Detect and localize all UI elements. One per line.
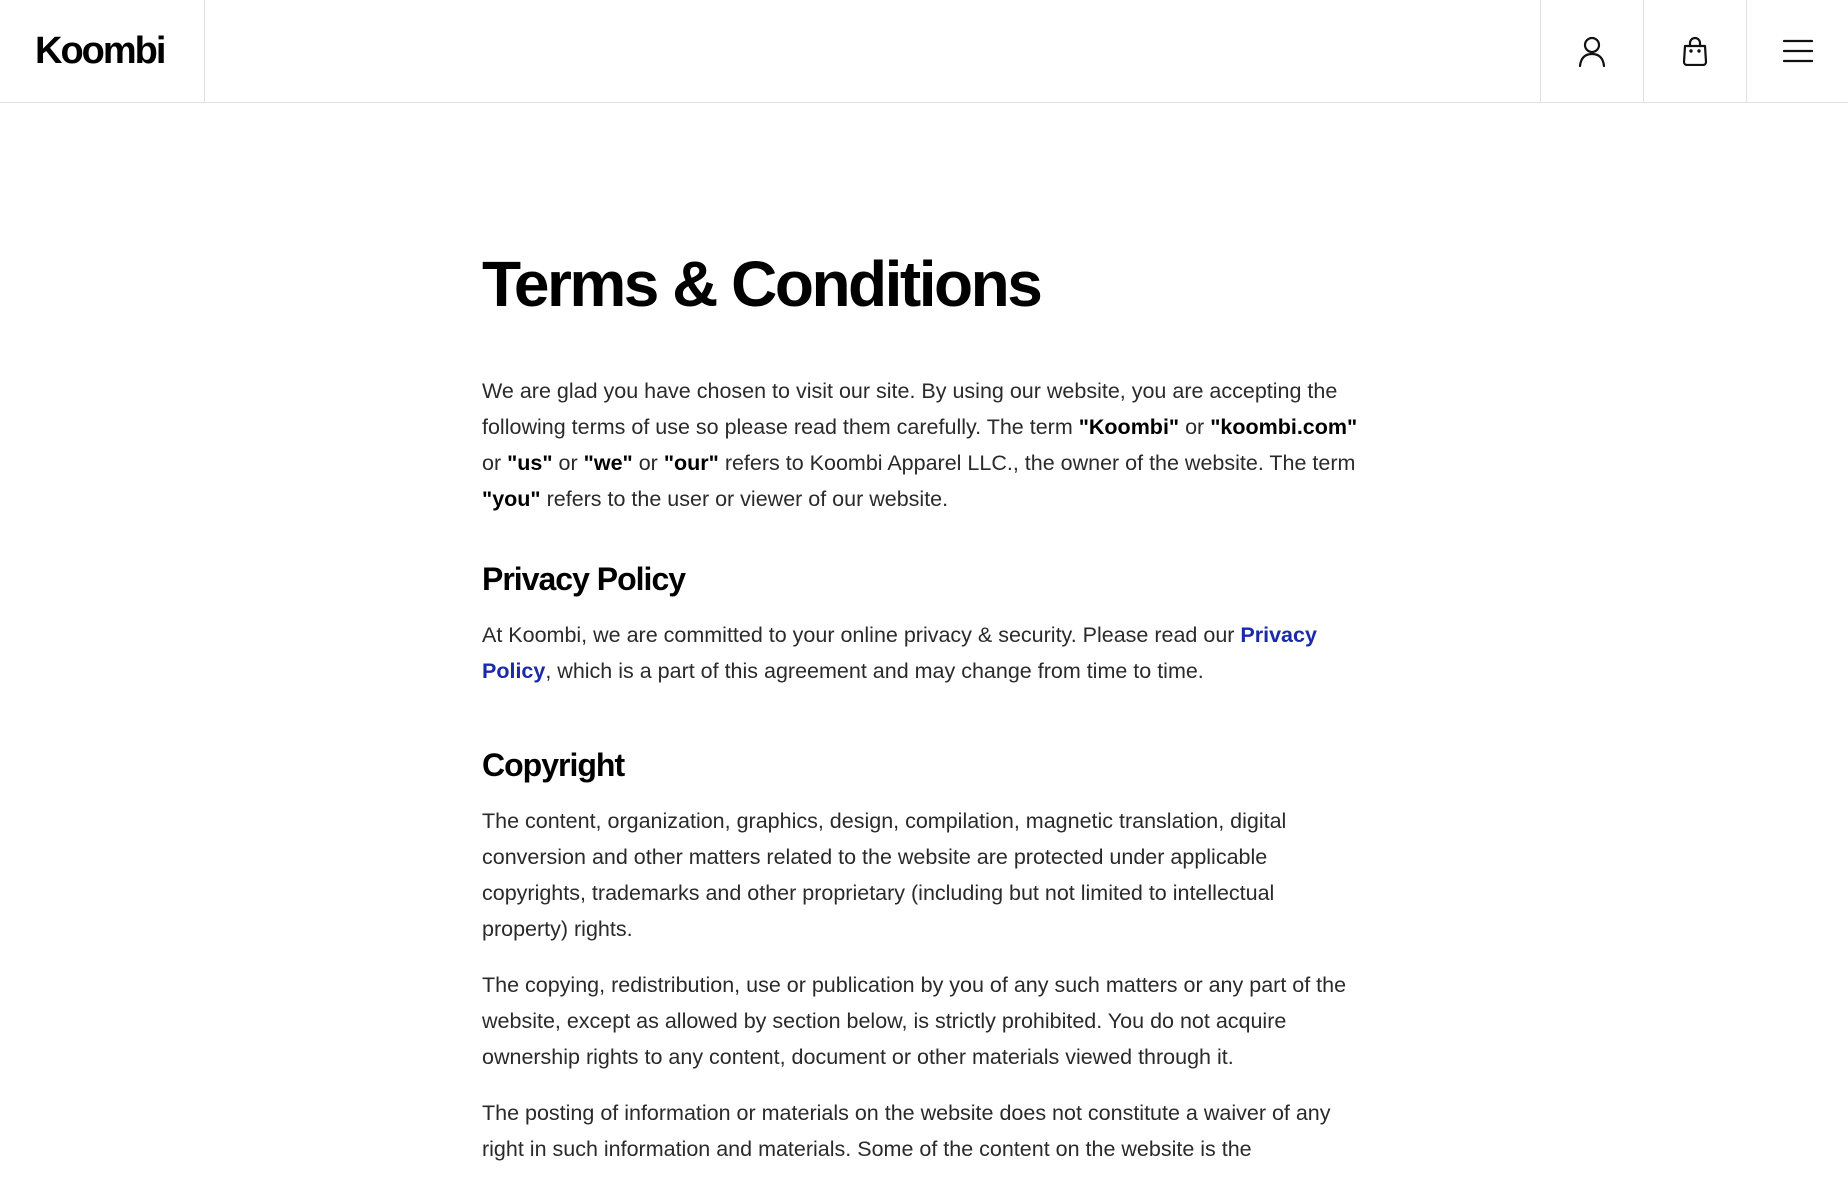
terms-content <box>482 243 1362 1187</box>
account-icon <box>1578 35 1606 67</box>
term-us: "us" <box>507 451 553 475</box>
menu-button[interactable] <box>1746 0 1848 102</box>
term-we: "we" <box>583 451 633 475</box>
privacy-policy-link[interactable]: Privacy Policy <box>482 623 1317 683</box>
copyright-paragraph-2: The copying, redistribution, use or publication by you of any such matters or any part of the website, except as allowed by section below, is strictly prohibited. You do not acquire ownership rights to any content, document or other materials viewed through it. <box>482 973 1347 1069</box>
term-koombi: "Koombi" <box>1078 415 1180 439</box>
page-title: Terms & Conditions <box>482 248 1041 320</box>
account-button[interactable] <box>1540 0 1643 102</box>
logo[interactable]: Koombi <box>35 30 165 72</box>
menu-icon <box>1783 39 1813 63</box>
copyright-paragraph-1: The content, organization, graphics, design, compilation, magnetic translation, digital conversion and other matters related to the website are protected under applicable copyrights, trademarks and other proprietary (including but not limited to intellectual property) rights. <box>482 809 1287 941</box>
term-our: "our" <box>663 451 719 475</box>
bag-icon <box>1681 36 1709 66</box>
intro-paragraph: We are glad you have chosen to visit our site. By using our website, you are accepting the following terms of use so please read them carefully. The term "Koombi" or "koombi.com" or "us" or "we" or "our" refers to Koombi Apparel LLC., the owner of the website. The term "you" refers to the user or viewer of our website. <box>482 379 1358 511</box>
cart-button[interactable] <box>1643 0 1746 102</box>
logo-container[interactable] <box>0 0 205 102</box>
site-header <box>0 0 1848 103</box>
copyright-heading: Copyright <box>482 747 625 783</box>
privacy-paragraph: At Koombi, we are committed to your online privacy & security. Please read our Privacy Policy, which is a part of this agreement and may change from time to time. <box>482 623 1317 683</box>
term-koombi-com: "koombi.com" <box>1210 415 1358 439</box>
copyright-paragraph-3: The posting of information or materials on the website does not constitute a waiver of any right in such information and materials. Some of the content on the website is the <box>482 1101 1331 1161</box>
privacy-heading: Privacy Policy <box>482 561 686 597</box>
term-you: "you" <box>482 487 541 511</box>
